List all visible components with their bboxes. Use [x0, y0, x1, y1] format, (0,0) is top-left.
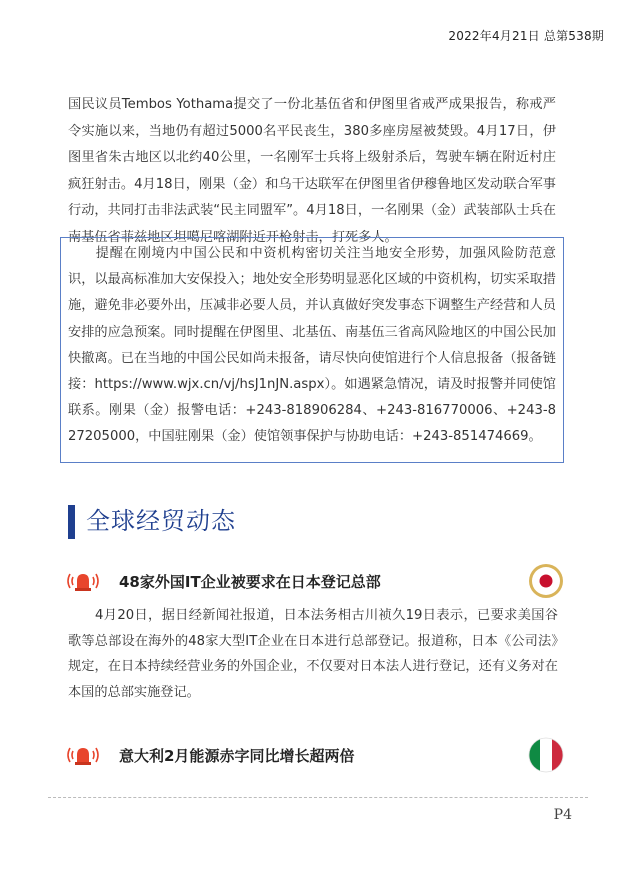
alarm-bell-icon [64, 569, 102, 593]
news-body-1: 4月20日，据日经新闻社报道，日本法务相古川祯久19日表示，已要求美国谷歌等总部设在海外的48家大型IT企业在日本进行总部登记。报道称，日本《公司法》规定，在日本持续经营业务的外国企业，不仅要对日本法人进行登记，还有义务对在本国的总部实施登记。 [68, 608, 558, 700]
section-title: 全球经贸动态 [86, 507, 236, 535]
alarm-bell-icon [64, 743, 102, 767]
issue-date-header: 2022年4月21日 总第538期 [448, 29, 604, 43]
safety-notice-text: 提醒在刚境内中国公民和中资机构密切关注当地安全形势，加强风险防范意识，以最高标准加大安保投入；地处安全形势明显恶化区域的中资机构，切实采取措施，避免非必要外出，压减非必要人员，并认真做好突发事态下调整生产经营和人员安排的应急预案。同时提醒在伊图里、北基伍、南基伍三省高风险地区的中国公民加快撤离。已在当地的中国公民如尚未报备，请尽快向使馆进行个人信息报备（报备链接：https://www.wjx.cn/vj/hsJ1nJN.aspx）。如遇紧急情况，请及时报警并同使馆联系。刚果（金）报警电话：+243-818906284、+243-816770006、+243-827205000，中国驻刚果（金）使馆领事保护与协助电话：+243-851474669。 [68, 246, 556, 445]
footer-divider [48, 797, 588, 798]
news-item-1-text [68, 603, 558, 705]
section-accent-bar [68, 505, 75, 539]
news-item-1-header [64, 563, 564, 603]
italy-flag-icon [528, 737, 564, 773]
japan-flag-icon [528, 563, 564, 599]
page-number: P4 [553, 807, 572, 823]
news-item-2-header [64, 737, 564, 777]
body-paragraph: 国民议员Tembos Yothama提交了一份北基伍省和伊图里省戒严成果报告，称戒严令实施以来，当地仍有超过5000名平民丧生，380多座房屋被焚毁。4月17日，伊图里省朱古地区以北约40公里，一名刚军士兵将上级射杀后，驾驶车辆在附近村庄疯狂射击。4月18日，刚果（金）和乌干达联军在伊图里省伊穆鲁地区发动联合军事行动，共同打击非法武装“民主同盟军”。4月18日，一名刚果（金）武装部队士兵在南基伍省菲兹地区坦噶尼喀湖附近开枪射击，打死多人。 [68, 97, 556, 245]
news-title-2: 意大利2月能源赤字同比增长超两倍 [119, 747, 355, 765]
news-title-1: 48家外国IT企业被要求在日本登记总部 [119, 573, 381, 591]
safety-notice-box [60, 237, 564, 463]
